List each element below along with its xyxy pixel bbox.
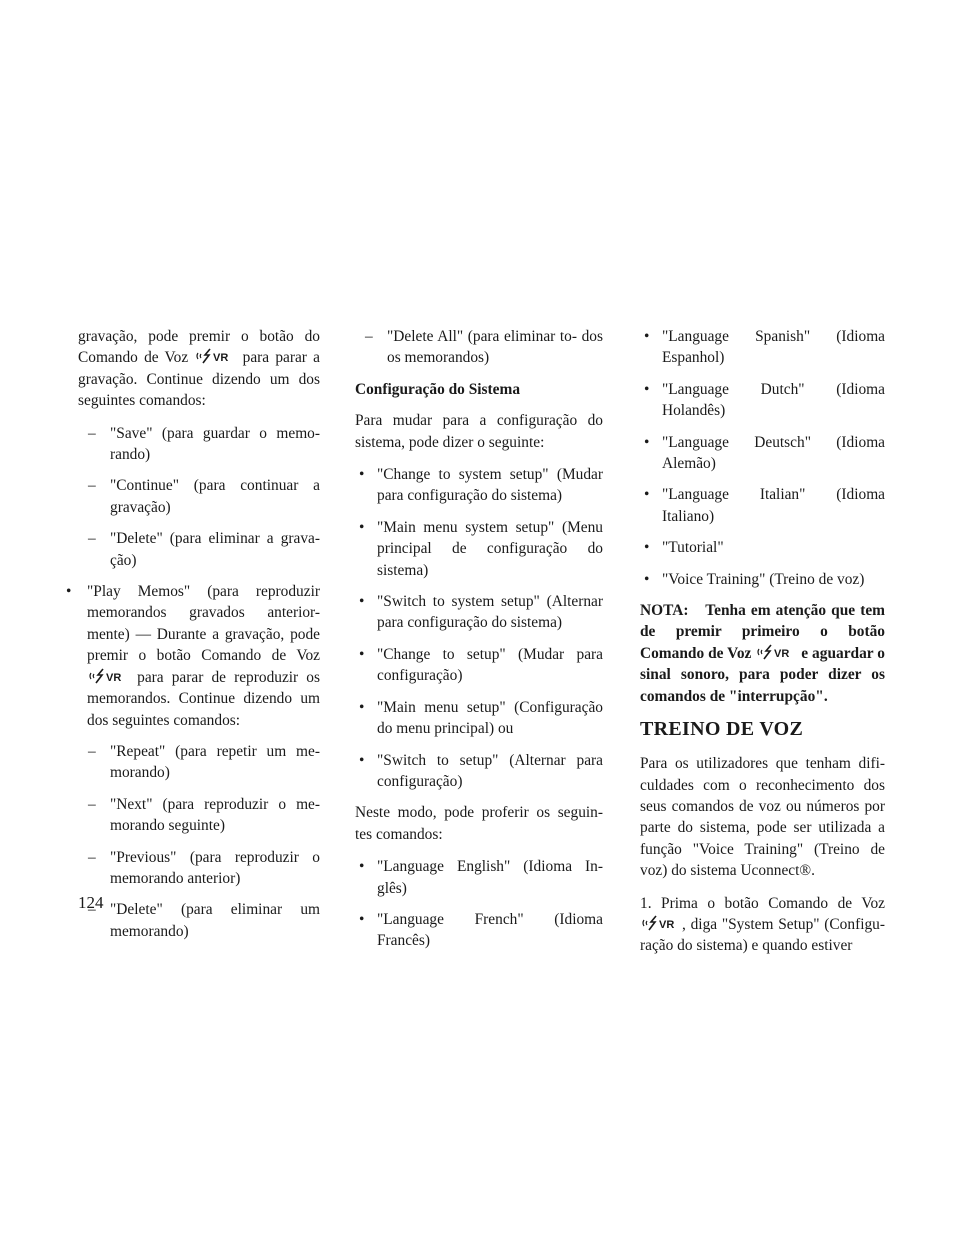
list-item: • "Language Dutch" (Idioma Holandês) (640, 379, 885, 422)
list-item: • "Language French" (Idioma Francês) (355, 909, 603, 952)
list-item: – "Previous" (para reproduzir o memorando anterior) (86, 847, 320, 890)
list-item: • "Language Deutsch" (Idioma Alemão) (640, 432, 885, 475)
svg-text:VR: VR (213, 352, 229, 365)
list-item: • "Language Spanish" (Idioma Espanhol) (640, 326, 885, 369)
voice-command-vr-icon (757, 644, 795, 660)
page-number: 124 (78, 893, 104, 912)
voice-command-vr-icon (642, 915, 680, 931)
play-memos-text-b: para parar de reproduzir os memorandos. Continue dizendo um dos seguintes comandos: (87, 668, 320, 729)
list-item: – "Repeat" (para repetir um me- morando) (86, 741, 320, 784)
list-item: – "Delete" (para eliminar um memorando) (86, 899, 320, 942)
play-memos-bullet (62, 581, 320, 731)
svg-text:VR: VR (774, 647, 790, 660)
list-item: • "Change to setup" (Mudar para configuração) (355, 644, 603, 687)
svg-text:VR: VR (106, 671, 122, 684)
list-item: • "Language Italian" (Idioma Italiano) (640, 484, 885, 527)
list-item: • "Switch to system setup" (Alternar para configuração do sistema) (355, 591, 603, 634)
section-title: TREINO DE VOZ (640, 718, 804, 741)
list-item: – "Continue" (para continuar a gravação) (86, 475, 320, 518)
recording-intro-paragraph (78, 326, 320, 412)
list-item: – "Next" (para reproduzir o me- morando seguinte) (86, 794, 320, 837)
step-1-paragraph (640, 893, 885, 957)
recording-intro-text-a: gravação, pode premir o botão do Comando de Voz (78, 328, 320, 367)
list-item: • "Switch to setup" (Alternar para configuração) (355, 750, 603, 793)
step-1-text-a: 1. Prima o botão Comando de Voz (640, 894, 885, 912)
list-item: – "Delete" (para eliminar a grava- ção) (86, 528, 320, 571)
voice-command-vr-icon (196, 348, 234, 364)
step-1-text-b: , diga "System Setup" (Configu- ração do sistema) e quando estiver (640, 915, 885, 955)
list-item: • "Main menu system setup" (Menu principal de configuração do sistema) (355, 517, 603, 581)
column-middle (355, 326, 603, 962)
voice-training-paragraph: Para os utilizadores que tenham difi- culdades com o reconhecimento dos seus comandos de voz ou números por parte do sistema, pode ser utilizada a função "Voice Training" (Treino de voz) do sistema Uconnect®. (640, 755, 885, 880)
list-item: • "Change to system setup" (Mudar para configuração do sistema) (355, 464, 603, 507)
list-item: • "Tutorial" (640, 537, 885, 558)
note-paragraph (640, 600, 885, 707)
voice-command-vr-icon (89, 668, 127, 684)
system-setup-heading: Configuração do Sistema (355, 380, 521, 398)
list-item: – "Save" (para guardar o memo- rando) (86, 423, 320, 466)
list-item: • "Main menu setup" (Configuração do menu principal) ou (355, 697, 603, 740)
note-text-a: Tenha em atenção que tem de premir primeiro o botão Comando de Voz (640, 602, 885, 662)
note-label: NOTA: (640, 602, 689, 620)
svg-text:VR: VR (659, 918, 675, 931)
list-item: • "Voice Training" (Treino de voz) (640, 569, 885, 590)
column-right (640, 326, 885, 968)
column-left (78, 326, 320, 952)
list-item: • "Language English" (Idioma In- glês) (355, 856, 603, 899)
mode-intro: Neste modo, pode proferir os seguin- tes comandos: (355, 804, 603, 843)
note-text-b: e aguardar o sinal sonoro, para poder dizer os comandos de "interrupção". (640, 644, 885, 705)
system-setup-intro: Para mudar para a configuração do sistema, pode dizer o seguinte: (355, 412, 603, 451)
recording-intro-text-b: para parar a gravação. Continue dizendo um dos seguintes comandos: (78, 349, 320, 410)
list-item: – "Delete All" (para eliminar to- dos os memorandos) (363, 326, 603, 369)
play-memos-text-a: "Play Memos" (para reproduzir memorandos gravados anterior- mente) — Durante a gravação, pode premir o botão Comando de Voz (87, 583, 320, 665)
